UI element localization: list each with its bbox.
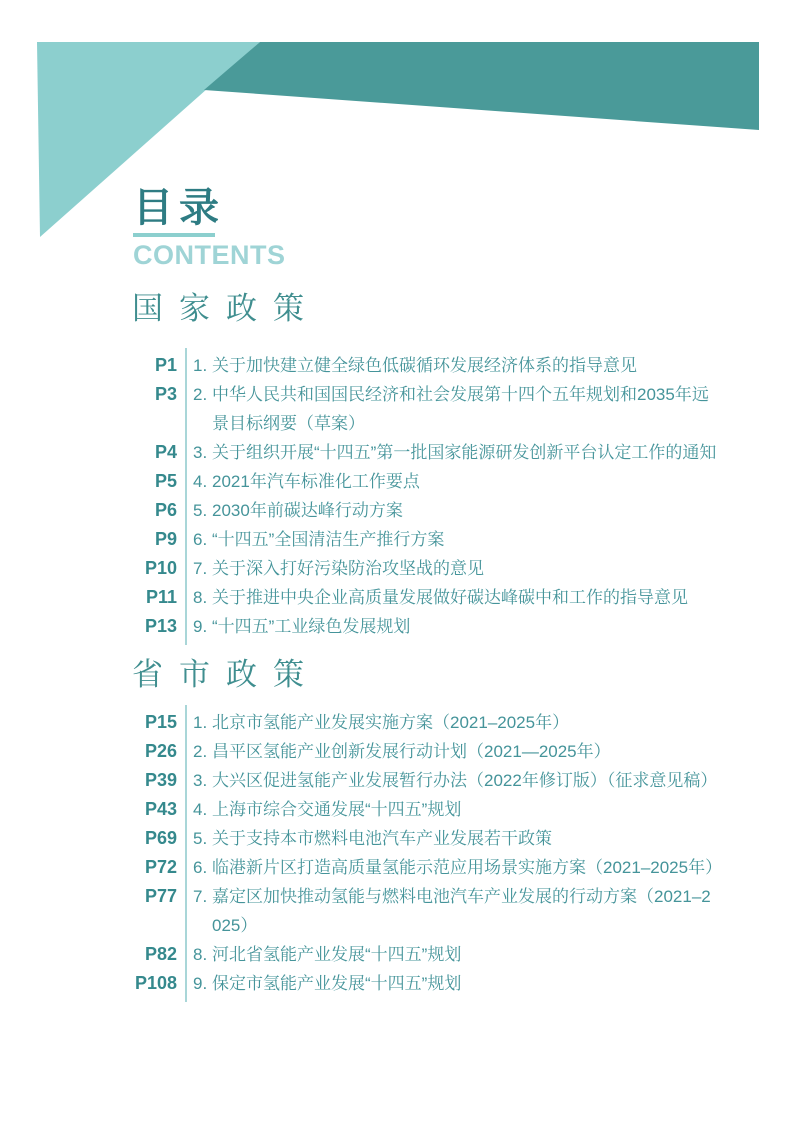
toc-item-row[interactable]: [133, 969, 733, 998]
toc-item-number: 2.: [193, 742, 208, 761]
toc-list-provincial: [133, 708, 733, 998]
toc-item-title: 河北省氢能产业发展“十四五”规划: [212, 945, 462, 964]
section-heading-national-policies: 国家政策: [132, 291, 320, 326]
toc-item-row[interactable]: [133, 795, 733, 824]
toc-page-number: P4: [154, 442, 177, 462]
toc-item-number: 6.: [193, 530, 208, 549]
toc-item-number: 3.: [193, 771, 208, 790]
toc-item-title: 关于推进中央企业高质量发展做好碳达峰碳中和工作的指导意见: [212, 588, 688, 607]
toc-page-number: P6: [154, 500, 177, 520]
toc-item-number: 5.: [193, 829, 208, 848]
toc-page-number: P108: [134, 973, 177, 993]
toc-item-title: “十四五”全国清洁生产推行方案: [212, 530, 445, 549]
toc-page-number: P11: [145, 587, 177, 607]
toc-item-title: 临港新片区打造高质量氢能示范应用场景实施方案（2021–2025年）: [212, 858, 723, 877]
toc-item-title: 2021年汽车标准化工作要点: [212, 472, 420, 491]
toc-page-number: P10: [144, 558, 177, 578]
toc-item-number: 3.: [193, 443, 208, 462]
toc-item-number: 7.: [193, 887, 208, 906]
toc-item-number: 1.: [193, 356, 208, 375]
toc-item-row[interactable]: [133, 737, 733, 766]
toc-item-title: 关于加快建立健全绿色低碳循环发展经济体系的指导意见: [212, 356, 637, 375]
toc-item-row[interactable]: [133, 853, 733, 882]
page-title-en: CONTENTS: [133, 240, 286, 270]
list-divider-line: [185, 348, 187, 645]
toc-item-title: 保定市氢能产业发展“十四五”规划: [212, 974, 462, 993]
toc-item-title: 大兴区促进氢能产业发展暂行办法（2022年修订版）（征求意见稿）: [212, 771, 718, 790]
toc-item-row[interactable]: [133, 612, 733, 641]
toc-item-title: 嘉定区加快推动氢能与燃料电池汽车产业发展的行动方案（2021–2025）: [212, 887, 711, 935]
title-block: [133, 186, 286, 269]
toc-item-title: 2030年前碳达峰行动方案: [212, 501, 403, 520]
toc-page-number: P77: [144, 886, 177, 906]
toc-item-row[interactable]: [133, 438, 733, 467]
toc-item-row[interactable]: [133, 351, 733, 380]
toc-page-number: P9: [154, 529, 177, 549]
toc-item-title: 关于组织开展“十四五”第一批国家能源研发创新平台认定工作的通知: [212, 443, 717, 462]
toc-page-number: P26: [144, 741, 177, 761]
toc-item-row[interactable]: [133, 496, 733, 525]
toc-item-title: 关于深入打好污染防治攻坚战的意见: [212, 559, 484, 578]
toc-item-title: 北京市氢能产业发展实施方案（2021–2025年）: [212, 713, 570, 732]
toc-item-title: 上海市综合交通发展“十四五”规划: [212, 800, 462, 819]
toc-page-number: P1: [154, 355, 177, 375]
page-title-zh: 目录: [133, 186, 225, 230]
toc-item-number: 2.: [193, 385, 208, 404]
toc-page-number: P82: [144, 944, 177, 964]
toc-item-number: 9.: [193, 974, 208, 993]
toc-item-number: 4.: [193, 800, 208, 819]
toc-page-number: P15: [144, 712, 177, 732]
toc-page-number: P72: [144, 857, 177, 877]
section-heading-provincial-policies: 省市政策: [132, 657, 320, 692]
toc-item-row[interactable]: [133, 708, 733, 737]
toc-item-title: “十四五”工业绿色发展规划: [212, 617, 411, 636]
toc-item-title: 关于支持本市燃料电池汽车产业发展若干政策: [212, 829, 552, 848]
toc-item-number: 7.: [193, 559, 208, 578]
toc-item-row[interactable]: [133, 554, 733, 583]
toc-item-number: 8.: [193, 588, 208, 607]
toc-item-row[interactable]: [133, 467, 733, 496]
toc-item-row[interactable]: [133, 882, 733, 940]
toc-item-title: 中华人民共和国国民经济和社会发展第十四个五年规划和2035年远景目标纲要（草案）: [212, 385, 709, 433]
toc-page-number: P13: [144, 616, 177, 636]
toc-page-number: P3: [154, 384, 177, 404]
toc-item-row[interactable]: [133, 525, 733, 554]
toc-item-number: 8.: [193, 945, 208, 964]
toc-item-row[interactable]: [133, 766, 733, 795]
toc-list-national: [133, 351, 733, 641]
list-divider-line: [185, 705, 187, 1002]
toc-item-number: 5.: [193, 501, 208, 520]
dark-banner-shape: [204, 42, 759, 130]
toc-item-number: 4.: [193, 472, 208, 491]
header-art: [0, 0, 793, 250]
toc-item-row[interactable]: [133, 583, 733, 612]
toc-page-number: P39: [144, 770, 177, 790]
toc-item-row[interactable]: [133, 940, 733, 969]
toc-item-number: 1.: [193, 713, 208, 732]
toc-item-title: 昌平区氢能产业创新发展行动计划（2021—2025年）: [212, 742, 611, 761]
toc-page-number: P69: [144, 828, 177, 848]
toc-page-number: P43: [144, 799, 177, 819]
toc-item-number: 6.: [193, 858, 208, 877]
toc-page-number: P5: [154, 471, 177, 491]
toc-item-row[interactable]: [133, 824, 733, 853]
toc-item-row[interactable]: [133, 380, 733, 438]
title-underline: [133, 233, 215, 237]
toc-item-number: 9.: [193, 617, 208, 636]
